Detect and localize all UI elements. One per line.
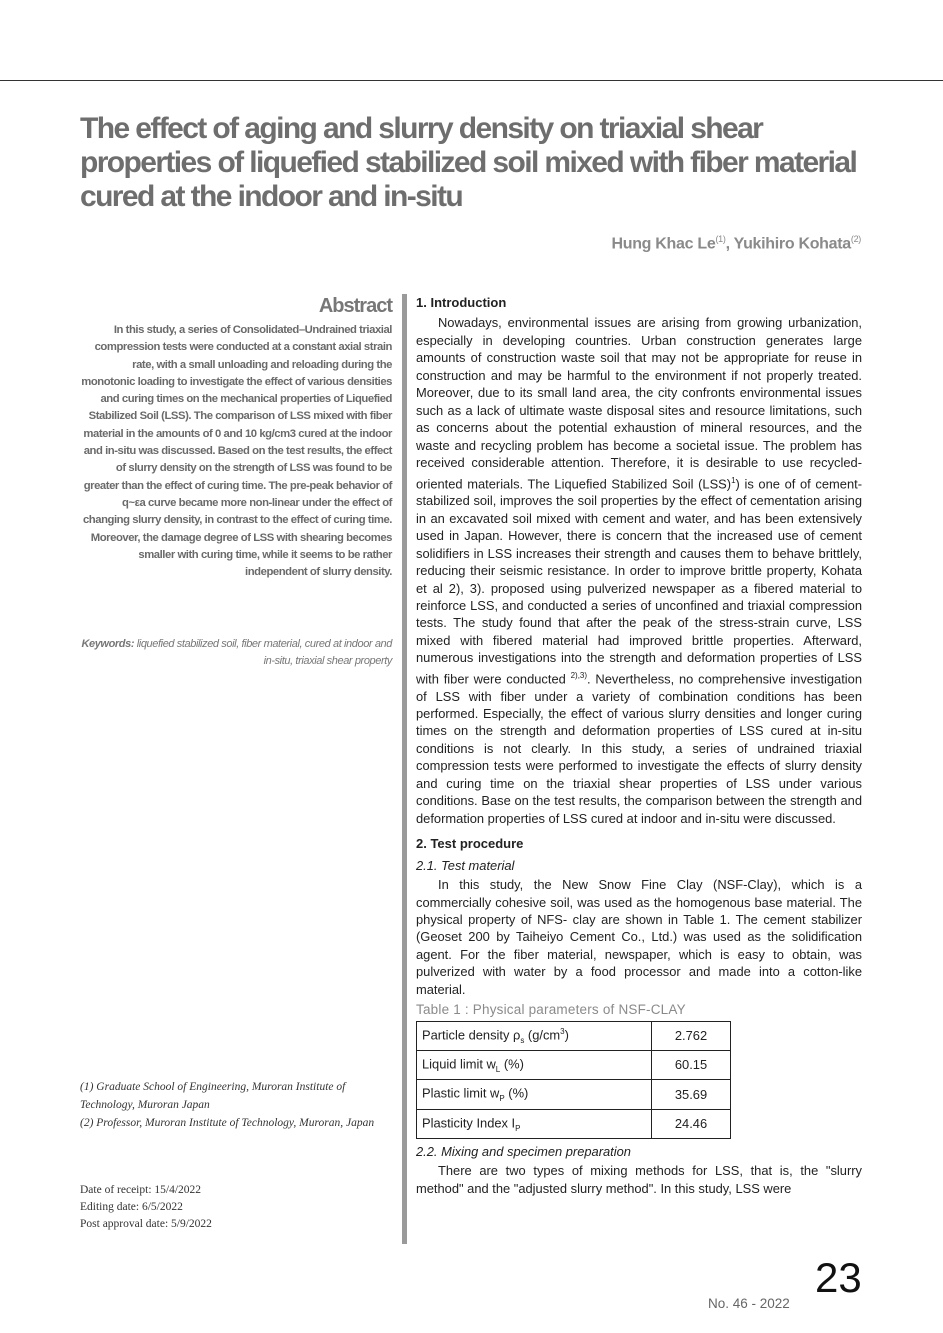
keywords-text: liquefied stabilized soil, fiber material, cured at indoor and in-situ, triaxial shear property (134, 638, 392, 667)
test-heading: 2. Test procedure (416, 836, 524, 852)
date-approval: Post approval date: 5/9/2022 (80, 1218, 212, 1230)
param-unit: (%) (504, 1085, 529, 1101)
param-end: ) (564, 1027, 569, 1043)
param-value: 35.69 (652, 1080, 731, 1109)
intro-paragraph (416, 314, 862, 827)
mixing-paragraph: There are two types of mixing methods for LSS, that is, the "slurry method" and the "adjusted slurry method". In this study, LSS were (416, 1163, 862, 1196)
param-subscript: P (515, 1123, 521, 1133)
param-unit: (g/cm (524, 1027, 561, 1043)
intro-text-1: Nowadays, environmental issues are arising from growing urbanization, especially in developing countries. Urban construction generates large amounts of construction waste soil that may not be appropriate for reuse in construction and may be harmful to the environment if not properly treated. Moreover, due to its small land area, the city confronts environmental issues such as a lack of ultimate waste disposal sites and resource limitations, such as concerns about the potential exhaustion of mineral resources, and the waste and recycling problem has become a societal issue. The problem has received considerable attention. Therefore, it is desirable to use recycled-oriented materials. The Liquefied Stabilized Soil (LSS) (416, 315, 862, 491)
table-row (417, 1021, 731, 1050)
physical-parameters-table (416, 1021, 731, 1139)
main-column (416, 294, 862, 1197)
author-2: Yukihiro Kohata (733, 235, 851, 253)
table-caption: Table 1 : Physical parameters of NSF-CLAY (416, 1002, 686, 1018)
param-label: Particle density ρ (422, 1027, 521, 1043)
param-unit: (%) (500, 1056, 524, 1072)
test-material-paragraph: In this study, the New Snow Fine Clay (NSF-Clay), which is a commercially cohesive soil, was used as the homogenous base material. The physical property of NFS- clay are shown in Table 1. The cement stabilizer (Geoset 200 by Taiheiyo Cement Co., Ltd.) was used as the solidification agent. For the fiber material, newspaper, which is easy to obtain, was pulverized with water by a food processor and made into a cotton-like material. (416, 877, 862, 997)
keywords-label: Keywords: (81, 638, 135, 650)
author-sep: , (725, 235, 734, 253)
table-row (417, 1109, 731, 1138)
header-rule (0, 80, 943, 81)
param-name (417, 1080, 652, 1109)
author-1-affil: (1) (715, 234, 726, 244)
param-superscript: 3 (560, 1026, 565, 1036)
column-divider (402, 294, 407, 1244)
param-subscript: P (499, 1094, 505, 1104)
ref-2: 2),3) (570, 670, 588, 680)
param-value: 60.15 (652, 1051, 731, 1080)
author-2-affil: (2) (850, 234, 861, 244)
dates (80, 1182, 212, 1233)
table-row (417, 1080, 731, 1109)
intro-text-3: . Nevertheless, no comprehensive investigation of LSS with fiber under a variety of combination conditions has been performed. Especially, the effect of various slurry densities and longer curing times on the strength and deformation properties of LSS cured at in-situ conditions is not clearly. In this study, a series of undrained triaxial compression tests were performed to investigate the effects of slurry density and curing time on the triaxial shear properties of LSS under various conditions. Base on the test results, the comparison between the strength and deformation properties of LSS cured at indoor and in-situ were discussed. (416, 671, 862, 826)
authors (611, 234, 861, 253)
param-name (417, 1021, 652, 1050)
subheading-2-2: 2.2. Mixing and specimen preparation (416, 1144, 631, 1160)
abstract-text: In this study, a series of Consolidated–Undrained triaxial compression tests were conducted at a constant axial strain rate, with a small unloading and reloading during the monotonic loading to investigate the effect of various densities and curing times on the mechanical properties of Liquefied Stabilized Soil (LSS). The comparison of LSS mixed with fiber material in the amounts of 0 and 10 kg/cm3 cured at the indoor and in-situ was discussed. Based on the test results, the effect of slurry density on the strength of LSS was found to be greater than the effect of curing time. The pre-peak behavior of q~εa curve became more non-linear under the effect of changing slurry density, in contrast to the effect of curing time. Moreover, the damage degree of LSS with shearing becomes smaller with curing time, while it seems to be rather independent of slurry density. (81, 324, 392, 579)
paper-title: The effect of aging and slurry density on triaxial shear properties of liquefied stabilized soil mixed with fiber material cured at the indoor and in-situ (80, 112, 857, 213)
affiliation-2: (2) Professor, Muroran Institute of Technology, Muroran, Japan (80, 1117, 375, 1129)
param-name (417, 1051, 652, 1080)
param-subscript: s (520, 1035, 525, 1045)
subheading-2-1: 2.1. Test material (416, 857, 515, 873)
ref-1: 1 (731, 475, 736, 485)
keywords (80, 636, 392, 670)
intro-text-2: ) is one of of cement-stabilized soil, improves the soil properties by the effect of cementation arising in an excavated soil mixed with cement and water, and has been extensively used in Japan. However, there is concern that the increased use of cement solidifiers in LSS increases their strength and causes them to behave brittlely, reducing their seismic resistance. In order to improve brittle property, Kohata et al 2), 3). proposed using pulverized newspaper as a fibered material to reinforce LSS, and conducted a series of unconfined and triaxial compression tests. The study found that after the peak of the stress-strain curve, LSS mixed with fibered material had improved brittle properties. Afterward, numerous investigations into the strength and deformation properties of LSS with fiber were conducted (416, 475, 862, 687)
param-value: 24.46 (652, 1109, 731, 1138)
param-name (417, 1109, 652, 1138)
date-receipt: Date of receipt: 15/4/2022 (80, 1184, 202, 1196)
author-1: Hung Khac Le (611, 235, 716, 253)
intro-heading: 1. Introduction (416, 295, 507, 310)
table-row (417, 1051, 731, 1080)
affiliations (80, 1078, 394, 1132)
date-editing: Editing date: 6/5/2022 (80, 1201, 183, 1213)
issue-number: No. 46 - 2022 (708, 1296, 790, 1311)
param-value: 2.762 (652, 1021, 731, 1050)
param-subscript: L (495, 1064, 501, 1074)
param-label: Plasticity Index I (422, 1115, 516, 1130)
abstract-heading: Abstract (318, 295, 392, 317)
page-number: 23 (815, 1254, 862, 1301)
param-label: Liquid limit w (422, 1056, 496, 1072)
affiliation-1: (1) Graduate School of Engineering, Muroran Institute of Technology, Muroran Japan (80, 1081, 346, 1111)
param-label: Plastic limit w (422, 1085, 500, 1101)
